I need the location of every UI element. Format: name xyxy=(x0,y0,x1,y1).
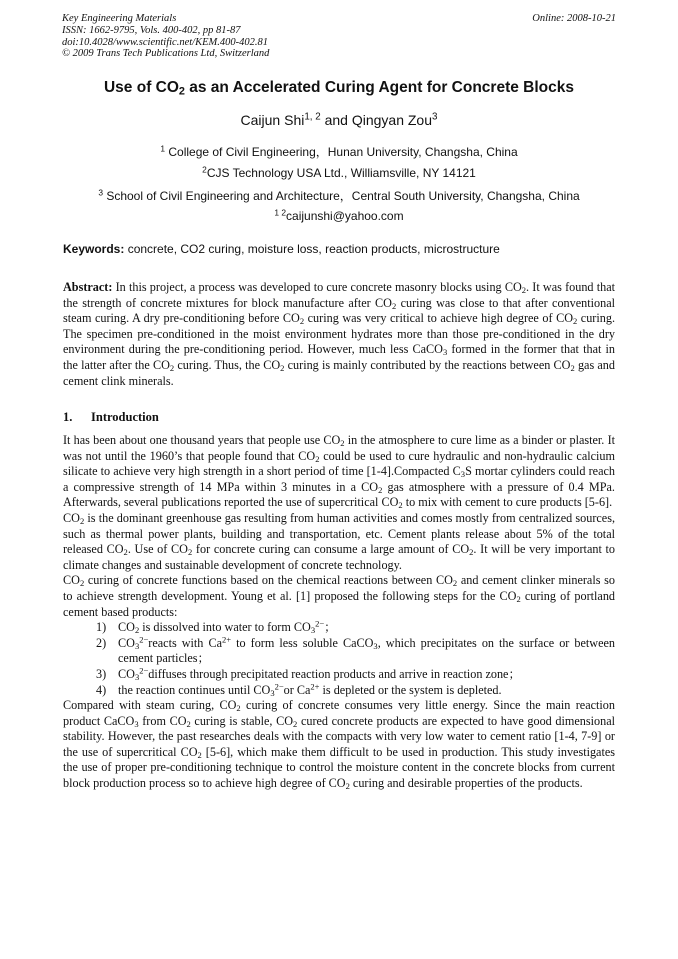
paragraph: $CO_2$ is the dominant greenhouse gas resulting from human activities and comes mostly from centralized sources, such as thermal power plants, building and transportation, etc. Cement plants release about 5% of the total released $CO_2$. Use of $CO_2$ for concrete curing can consume a large amount of $CO_2$. It will be very important to climate changes and sustainable development of concrete technology. xyxy=(63,510,615,572)
list-item: 2) $CO_3^{2-}reacts$ with $Ca^{2+}$ to form less soluble CaCO$_3$, which precipitates on the surface or between cement particles； xyxy=(96,634,615,666)
doi-line: doi:10.4028/www.scientific.net/KEM.400-402.81 xyxy=(62,36,268,48)
affiliation-1: $^1$ College of Civil Engineering，Hunan University, Changsha, China xyxy=(160,143,518,159)
introduction-text xyxy=(63,433,615,792)
list-item: 4) the reaction continues until $CO_3^{2-}or$ $Ca^{2+}$ is depleted or the system is depleted. xyxy=(96,680,502,698)
affiliation-3: $^3$ School of Civil Engineering and Architecture，Central South University, Changsha, China xyxy=(98,187,580,203)
author-line: Caijun Shi$^{1, 2}$ and Qingyan Zou$^3$ xyxy=(240,111,438,128)
journal-name: Key Engineering Materials xyxy=(62,13,177,24)
journal-header xyxy=(62,13,616,60)
list-item: 1) $CO_2$ is dissolved into water to form $CO_3^{2-}$； xyxy=(96,618,337,636)
section-heading: 1. Introduction xyxy=(63,410,159,424)
keywords: Keywords: concrete, CO2 curing, moisture loss, reaction products, microstructure xyxy=(63,242,500,256)
author-email[interactable]: $^{1 2}$caijunshi@yahoo.com xyxy=(274,207,404,223)
list-item: 3) $CO_3^{2-}diffuses$ through precipitated reaction products and arrive in reaction zone； xyxy=(96,665,521,683)
abstract-label: Abstract: xyxy=(63,280,113,294)
keywords-label: Keywords: xyxy=(63,242,125,256)
reaction-steps-list xyxy=(63,620,615,698)
copyright-line: © 2009 Trans Tech Publications Ltd, Switzerland xyxy=(62,48,270,60)
paper-title: Use of $CO_2$ as an Accelerated Curing Agent for Concrete Blocks xyxy=(103,79,574,98)
paragraph: It has been about one thousand years that people use $CO_2$ in the atmosphere to cure lime as a binder or plaster. It was not until the 1960’s that people found that $CO_2$ could be used to cure hydraulic and non-hydraulic calcium silicate to achieve very high strength in a short period of time [1-4].Compacted $C_3S$ mortar cylinders could reach a compressive strength of 14 MPa within 3 minutes in a $CO_2$ gas atmosphere with a pressure of 0.4 MPa. Afterwards, several publications reported the use of supercritical $CO_2$ to mix with cement to cure products [5-6]. xyxy=(63,433,616,511)
affiliation-2: $^2$CJS Technology USA Ltd., Williamsville, NY 14121 xyxy=(202,164,476,180)
paragraph: Compared with steam curing, $CO_2$ curing of concrete consumes very little energy. Since the main reaction product CaCO$_3$ from $CO_2$ curing is stable, $CO_2$ cured concrete products are expected to have good dimensional stability. However, the past researches deals with the compacts with very low water to cement ratio [1-4, 7-9] or the use of supercritical $CO_2$ [5-6], which make them difficult to be used in production. This study investigates the use of proper pre-conditioning technique to control the moisture content in the concrete blocks from current block production process so to achieve high degree of $CO_2$ curing and desirable properties of the products. xyxy=(63,698,616,792)
online-date: Online: 2008-10-21 xyxy=(532,13,616,24)
abstract: Abstract: In this project, a process was developed to cure concrete masonry blocks using $CO_2$. It was found that the strength of concrete mixtures for block manufacture after $CO_2$ curing was close to that after conventional steam curing. A dry pre-conditioning before $CO_2$ curing was very critical to achieve high degree of $CO_2$ curing. The specimen pre-conditioned in the moist environment hydrates more than those pre-conditioned in the dry environment during the pre-conditioning period. However, much less CaCO$_3$ formed in the former that that in the latter after the $CO_2$ curing. Thus, the $CO_2$ curing is mainly contributed by the reactions between $CO_2$ gas and cement clink minerals. xyxy=(63,280,615,388)
issn-line: ISSN: 1662-9795, Vols. 400-402, pp 81-87 xyxy=(62,24,241,36)
paragraph: $CO_2$ curing of concrete functions based on the chemical reactions between $CO_2$ and cement clinker minerals so to achieve strength development. Young et al. [1] proposed the following steps for the $CO_2$ curing of portland cement based products: xyxy=(63,573,616,619)
